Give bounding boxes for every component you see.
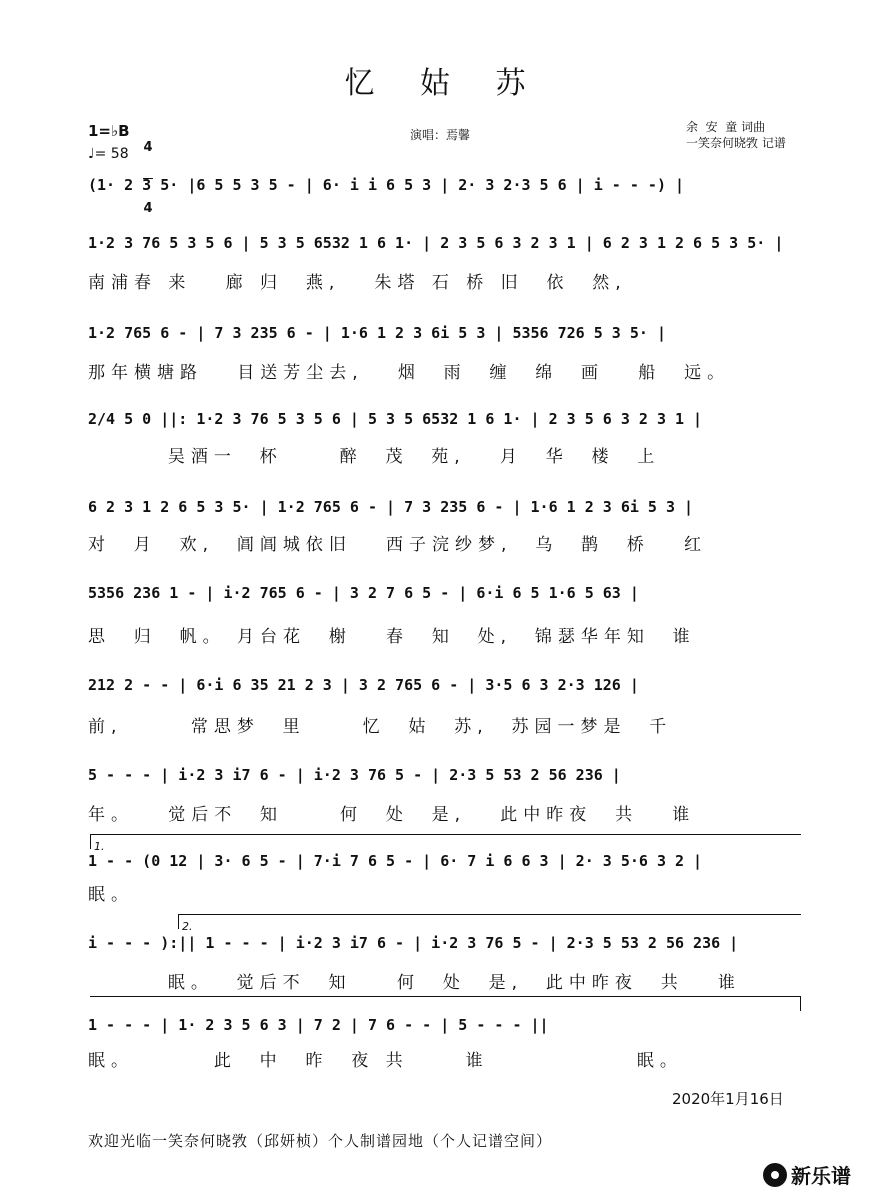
score-line-1 xyxy=(88,176,808,210)
lyrics-line-6: 思 归 帆。 月台花 榭 春 知 处, 锦瑟华年知 谁 xyxy=(88,627,696,647)
score-line-11 xyxy=(88,1016,808,1050)
lyrics-line-8: 年。 觉后不 知 何 处 是, 此中昨夜 共 谁 xyxy=(88,805,696,825)
score-line-8 xyxy=(88,766,808,800)
notes-line-2: 1·2 3 76 5 3 5 6 | 5 3 5 6532 1 6 1· | 2 3 5 6 3 2 3 1 | 6 2 3 1 2 6 5 3 5· | xyxy=(88,234,784,252)
volta-2-label: 2. xyxy=(182,920,193,933)
transcriber-credit: 一笑奈何晓敩 记谱 xyxy=(686,136,786,150)
singer-credit: 演唱：焉馨 xyxy=(410,128,471,142)
lyrics-line-2: 南浦春 来 廊 归 燕, 朱塔 石 桥 旧 依 然, xyxy=(88,273,627,293)
transcription-date: 2020年1月16日 xyxy=(672,1090,784,1108)
lyrics-line-11: 眠。 此 中 昨 夜 共 谁 眠。 xyxy=(88,1051,683,1071)
score-line-7 xyxy=(88,676,808,710)
notes-line-11: 1 - - - | 1· 2 3 5 6 3 | 7 2 | 7 6 - - | 5 - - - || xyxy=(88,1016,549,1034)
logo-text: 新乐谱 xyxy=(791,1164,851,1188)
lyrics-line-5: 对 月 欢, 阊阊城依旧 西子浣纱梦, 乌 鹊 桥 红 xyxy=(88,535,708,555)
score-line-4 xyxy=(88,410,808,444)
key-signature: 1=♭B xyxy=(88,122,130,140)
score-line-3 xyxy=(88,324,808,358)
volta-bracket-1 xyxy=(90,834,801,853)
closing-bracket xyxy=(90,996,801,1011)
time-sig-bottom: 4 xyxy=(143,201,153,216)
time-signature xyxy=(143,118,153,227)
score-line-2 xyxy=(88,234,808,268)
score-line-10 xyxy=(88,934,808,968)
lyrics-line-4: 吴酒一 杯 醉 茂 苑, 月 华 楼 上 xyxy=(88,447,661,467)
notes-line-1: (1· 2 3 5· |6 5 5 3 5 - | 6· i i 6 5 3 | 2· 3 2·3 5 6 | i - - -) | xyxy=(88,176,685,194)
score-line-5 xyxy=(88,498,808,532)
notes-line-8: 5 - - - | i·2 3 i7 6 - | i·2 3 76 5 - | 2·3 5 53 2 56 236 | xyxy=(88,766,621,784)
notes-line-9: 1 - - (0 12 | 3· 6 5 - | 7·i 7 6 5 - | 6· 7 i 6 6 3 | 2· 3 5·6 3 2 | xyxy=(88,852,703,870)
notes-line-5: 6 2 3 1 2 6 5 3 5· | 1·2 765 6 - | 7 3 235 6 - | 1·6 1 2 3 6i 5 3 | xyxy=(88,498,694,516)
notes-line-7: 212 2 - - | 6·i 6 35 21 2 3 | 3 2 765 6 - | 3·5 6 3 2·3 126 | xyxy=(88,676,639,694)
notes-line-10: i - - - ):|| 1 - - - | i·2 3 i7 6 - | i·2 3 76 5 - | 2·3 5 53 2 56 236 | xyxy=(88,934,739,952)
notes-line-3: 1·2 765 6 - | 7 3 235 6 - | 1·6 1 2 3 6i 5 3 | 5356 726 5 3 5· | xyxy=(88,324,666,342)
tempo-marking: ♩= 58 xyxy=(88,146,129,162)
score-line-6 xyxy=(88,584,808,618)
record-disc-icon xyxy=(763,1163,787,1187)
page-title: 忆 姑 苏 xyxy=(344,66,544,101)
volta-1-label: 1. xyxy=(94,840,105,853)
lyrics-line-3: 那年横塘路 目送芳尘去, 烟 雨 缠 绵 画 船 远。 xyxy=(88,363,731,383)
volta-bracket-2 xyxy=(178,914,801,933)
notes-line-6: 5356 236 1 - | i·2 765 6 - | 3 2 7 6 5 - | 6·i 6 5 1·6 5 63 | xyxy=(88,584,639,602)
footer-welcome-note: 欢迎光临一笑奈何晓敩（邱妍桢）个人制谱园地（个人记谱空间） xyxy=(88,1132,553,1150)
lyrics-line-9: 眠。 xyxy=(88,885,134,905)
lyrics-line-10: 眠。 觉后不 知 何 处 是, 此中昨夜 共 谁 xyxy=(88,973,741,993)
time-sig-top: 4 xyxy=(143,140,153,155)
site-logo xyxy=(763,1160,851,1189)
composer-credit: 余 安 童 词曲 xyxy=(686,120,766,134)
lyrics-line-7: 前, 常思梦 里 忆 姑 苏, 苏园一梦是 千 xyxy=(88,717,673,737)
notes-line-4: 2/4 5 0 ||: 1·2 3 76 5 3 5 6 | 5 3 5 6532 1 6 1· | 2 3 5 6 3 2 3 1 | xyxy=(88,410,703,428)
